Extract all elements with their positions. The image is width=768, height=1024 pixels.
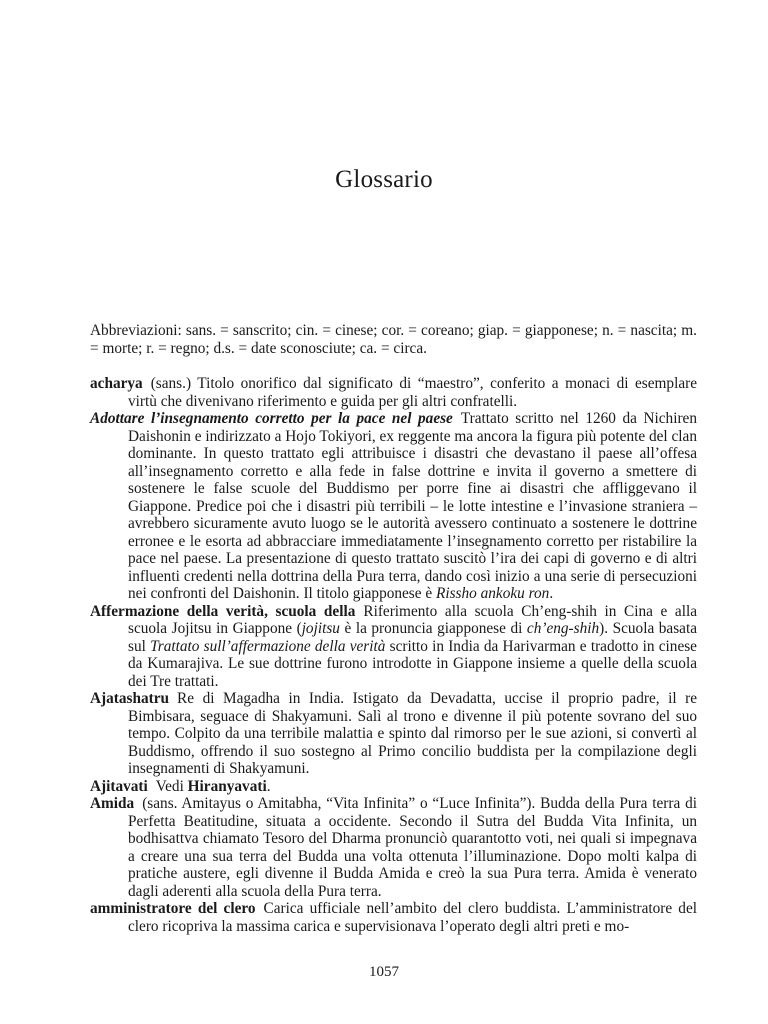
italic-title: Trattato sull’affermazione della verità <box>150 637 386 655</box>
entry-definition: (sans.) Titolo onorifico dal significato di “maestro”, conferito a monaci di esemplare virtù che divenivano riferimento e guida per gli altri confratelli. <box>128 375 697 410</box>
entry-amministratore <box>90 900 697 935</box>
entry-definition: Trattato scritto nel 1260 da Nichiren Daishonin e indirizzato a Hojo Tokiyori, ex reggente ma ancora la figura più potente del clan dominante. In questo trattato egli attribuisce i disastri che devastano il paese all’offesa all’insegnamento corretto e alla fede in false dottrine e invita il governo a smettere di sostenere le false scuole del Buddismo per porre fine ai disastri che affliggevano il Giappone. Predice poi che i disastri più terribili – le lotte intestine e l’invasione straniera – avrebbero sicuramente avuto luogo se le autorità avessero continuato a sostenere le dottrine erronee e le esorta ad abbracciare immediatamente l’insegnamento corretto per ristabilire la pace nel paese. La presentazione di questo trattato suscitò l’ira dei capi di governo e di altri influenti credenti nella dottrina della Pura terra, dando così inizio a una serie di persecuzioni nei confronti del Daishonin. Il titolo giapponese è <box>128 410 697 602</box>
entry-definition: è la pronuncia giapponese di <box>339 620 527 637</box>
entry-definition: Vedi <box>155 777 184 795</box>
entry-affermazione <box>90 603 697 691</box>
italic-title: Rissho ankoku ron <box>436 585 550 602</box>
entry-adottare <box>90 410 697 603</box>
entry-term: Amida <box>90 795 135 812</box>
cross-reference: Hiranyavati <box>187 777 267 795</box>
entry-definition: ). Scuola basata sul <box>128 620 698 655</box>
entry-ajitavati <box>90 778 697 796</box>
italic-word: jojitsu <box>301 620 340 637</box>
entry-ajatashatru <box>90 690 697 778</box>
italic-word: ch’eng-shih <box>526 620 600 637</box>
entry-definition-end: . <box>549 585 554 602</box>
entry-term: Adottare l’insegnamento corretto per la pace nel paese <box>90 410 453 427</box>
entry-term: amministratore del clero <box>90 900 256 917</box>
entry-term: Affermazione della verità, scuola della <box>90 602 356 620</box>
entry-term: acharya <box>90 375 143 392</box>
page-title: Glossario <box>335 166 433 193</box>
glossary-body <box>90 322 697 935</box>
entry-definition: Carica ufficiale nell’ambito del clero buddista. L’amministratore del clero ricopriva la massima carica e supervisionava l’operato degli altri preti e mo- <box>128 900 698 935</box>
entry-definition: (sans. Amitayus o Amitabha, “Vita Infinita” o “Luce Infinita”). Budda della Pura terra di Perfetta Beatitudine, situata a occidente. Secondo il Sutra del Budda Vita Infinita, un bodhisattva chiamato Tesoro del Dharma pronunciò quarantotto voti, nei quali si impegnava a creare una sua terra del Budda una volta ottenuta l’illuminazione. Dopo molti kalpa di pratiche austere, egli divenne il Budda Amida e creò la sua Pura terra. Amida è venerato dagli aderenti alla scuola della Pura terra. <box>128 795 697 900</box>
entry-acharya <box>90 375 697 410</box>
entry-amida <box>90 795 697 900</box>
entry-term: Ajitavati <box>90 777 148 795</box>
page-number: 1057 <box>369 964 399 980</box>
entry-term: Ajatashatru <box>90 690 170 707</box>
abbreviations-line: Abbreviazioni: sans. = sanscrito; cin. = cinese; cor. = coreano; giap. = giapponese; n. = nascita; m. = morte; r. = regno; d.s. = date sconosciute; ca. = circa. <box>90 322 697 357</box>
entry-definition: scritto in India da Harivarman e tradotto in cinese da Kumarajiva. Le sue dottrine furono introdotte in Giappone insieme a quelle della scuola dei Tre trattati. <box>128 637 697 690</box>
entry-definition-end: . <box>266 777 271 795</box>
entry-definition: Riferimento alla scuola Ch’eng-shih in Cina e alla scuola Jojitsu in Giappone ( <box>128 602 697 637</box>
entry-definition: Re di Magadha in India. Istigato da Devadatta, uccise il proprio padre, il re Bimbisara, seguace di Shakyamuni. Salì al trono e divenne il più potente sovrano del suo tempo. Colpito da una terribile malattia e spinto dal rimorso per le sue azioni, si convertì al Buddismo, offrendo il suo sostegno al Primo concilio buddista per la compilazione degli insegnamenti di Shakyamuni. <box>128 690 697 777</box>
